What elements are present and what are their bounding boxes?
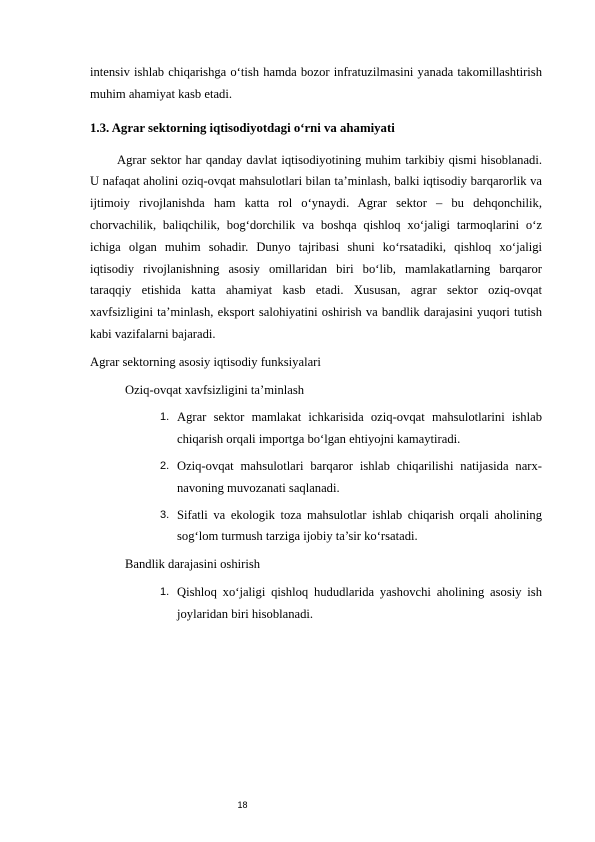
- list-item-number: 1.: [160, 585, 170, 598]
- page-number: 18: [237, 800, 248, 810]
- list-item-number: 1.: [160, 411, 170, 424]
- food-security-list: [160, 407, 542, 548]
- list-item: [160, 505, 542, 549]
- list-item-number: 3.: [160, 508, 170, 521]
- section-title: 1.3. Agrar sektorning iqtisodiyotdagi o‘rni va ahamiyati: [90, 120, 395, 135]
- list-item-text: Agrar sektor mamlakat ichkarisida oziq-ovqat mahsulotlarini ishlab chiqarish orqali importga bo‘lgan ehtiyojni kamaytiradi.: [177, 410, 542, 447]
- functions-heading: Agrar sektorning asosiy iqtisodiy funksiyalari: [90, 354, 321, 369]
- group-heading-employment: Bandlik darajasini oshirish: [125, 557, 261, 572]
- list-item: [160, 582, 542, 626]
- list-item: [160, 407, 542, 451]
- list-item-number: 2.: [160, 459, 170, 472]
- list-item-text: Qishloq xo‘jaligi qishloq hududlarida yashovchi aholining asosiy ish joylaridan biri hisoblanadi.: [177, 584, 542, 621]
- group-heading-food-security: Oziq-ovqat xavfsizligini ta’minlash: [125, 382, 305, 397]
- list-item: [160, 456, 542, 500]
- document-page: [90, 62, 542, 632]
- main-paragraph: Agrar sektor har qanday davlat iqtisodiyotining muhim tarkibiy qismi hisoblanadi. U nafaqat aholini oziq-ovqat mahsulotlari bilan ta’minlash, balki iqtisodiy barqarorlik va ijtimoiy rivojlanishda ham katta rol o‘ynaydi. Agrar sektor – bu dehqonchilik, chorvachilik, baliqchilik, bog‘dorchilik va boshqa qishloq xo‘jaligi tarmoqlarini o‘z ichiga olgan muhim sohadir. Dunyo tajribasi shuni ko‘rsatadiki, qishloq xo‘jaligi iqtisodiy rivojlanishning asosiy omillaridan biri bo‘lib, mamlakatlarning barqaror taraqqiy etishida katta ahamiyat kasb etadi. Xususan, agrar sektor oziq-ovqat xavfsizligini ta’minlash, eksport salohiyatini oshirish va bandlik darajasini yuqori tutish kabi vazifalarni bajaradi.: [90, 152, 542, 341]
- intro-paragraph: intensiv ishlab chiqarishga o‘tish hamda bozor infratuzilmasini yanada takomillashtirish muhim ahamiyat kasb etadi.: [90, 65, 542, 101]
- list-item-text: Oziq-ovqat mahsulotlari barqaror ishlab chiqarilishi natijasida narx-navoning muvozanati saqlanadi.: [177, 458, 542, 495]
- list-item-text: Sifatli va ekologik toza mahsulotlar ishlab chiqarish orqali aholining sog‘lom turmush tarziga ijobiy ta’sir ko‘rsatadi.: [177, 507, 542, 544]
- employment-list: [160, 582, 542, 626]
